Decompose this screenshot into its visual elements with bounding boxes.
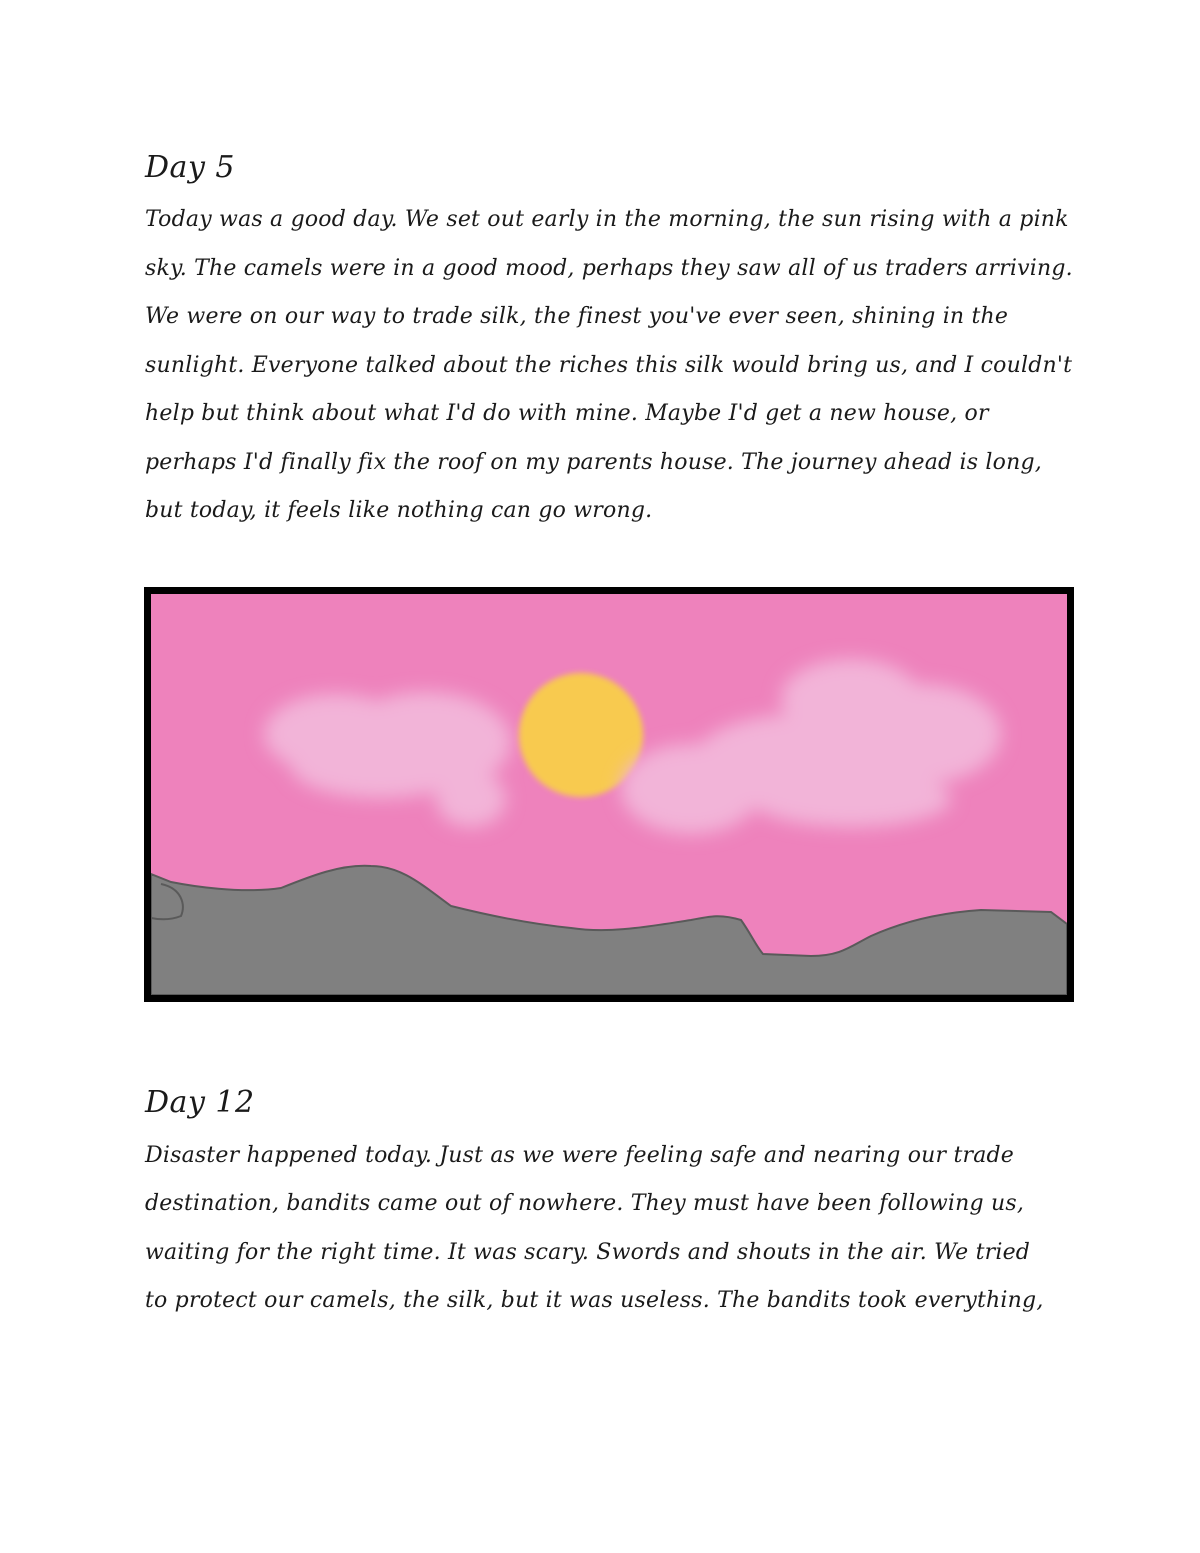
entry-line: perhaps I'd finally fix the roof on my parents house. The journey ahead is long, (145, 450, 1042, 475)
entry-heading-day-5: Day 5 (145, 150, 236, 185)
entry-line: destination, bandits came out of nowhere. They must have been following us, (145, 1191, 1025, 1216)
entry-line: Disaster happened today. Just as we were feeling safe and nearing our trade (145, 1143, 1015, 1168)
entry-line: sunlight. Everyone talked about the riches this silk would bring us, and I couldn't (145, 353, 1073, 378)
entry-line: Today was a good day. We set out early in the morning, the sun rising with a pink (145, 207, 1069, 232)
sunrise-drawing (151, 594, 1067, 995)
entry-heading-day-12: Day 12 (145, 1085, 255, 1120)
entry-line: help but think about what I'd do with mine. Maybe I'd get a new house, or (145, 401, 989, 426)
entry-line: We were on our way to trade silk, the finest you've ever seen, shining in the (145, 304, 1009, 329)
entry-line: but today, it feels like nothing can go wrong. (145, 498, 653, 523)
sunrise-illustration (144, 587, 1074, 1002)
entry-line: sky. The camels were in a good mood, perhaps they saw all of us traders arriving. (145, 256, 1073, 281)
entry-line: to protect our camels, the silk, but it was useless. The bandits took everything, (145, 1288, 1044, 1313)
entry-line: waiting for the right time. It was scary. Swords and shouts in the air. We tried (145, 1240, 1031, 1265)
